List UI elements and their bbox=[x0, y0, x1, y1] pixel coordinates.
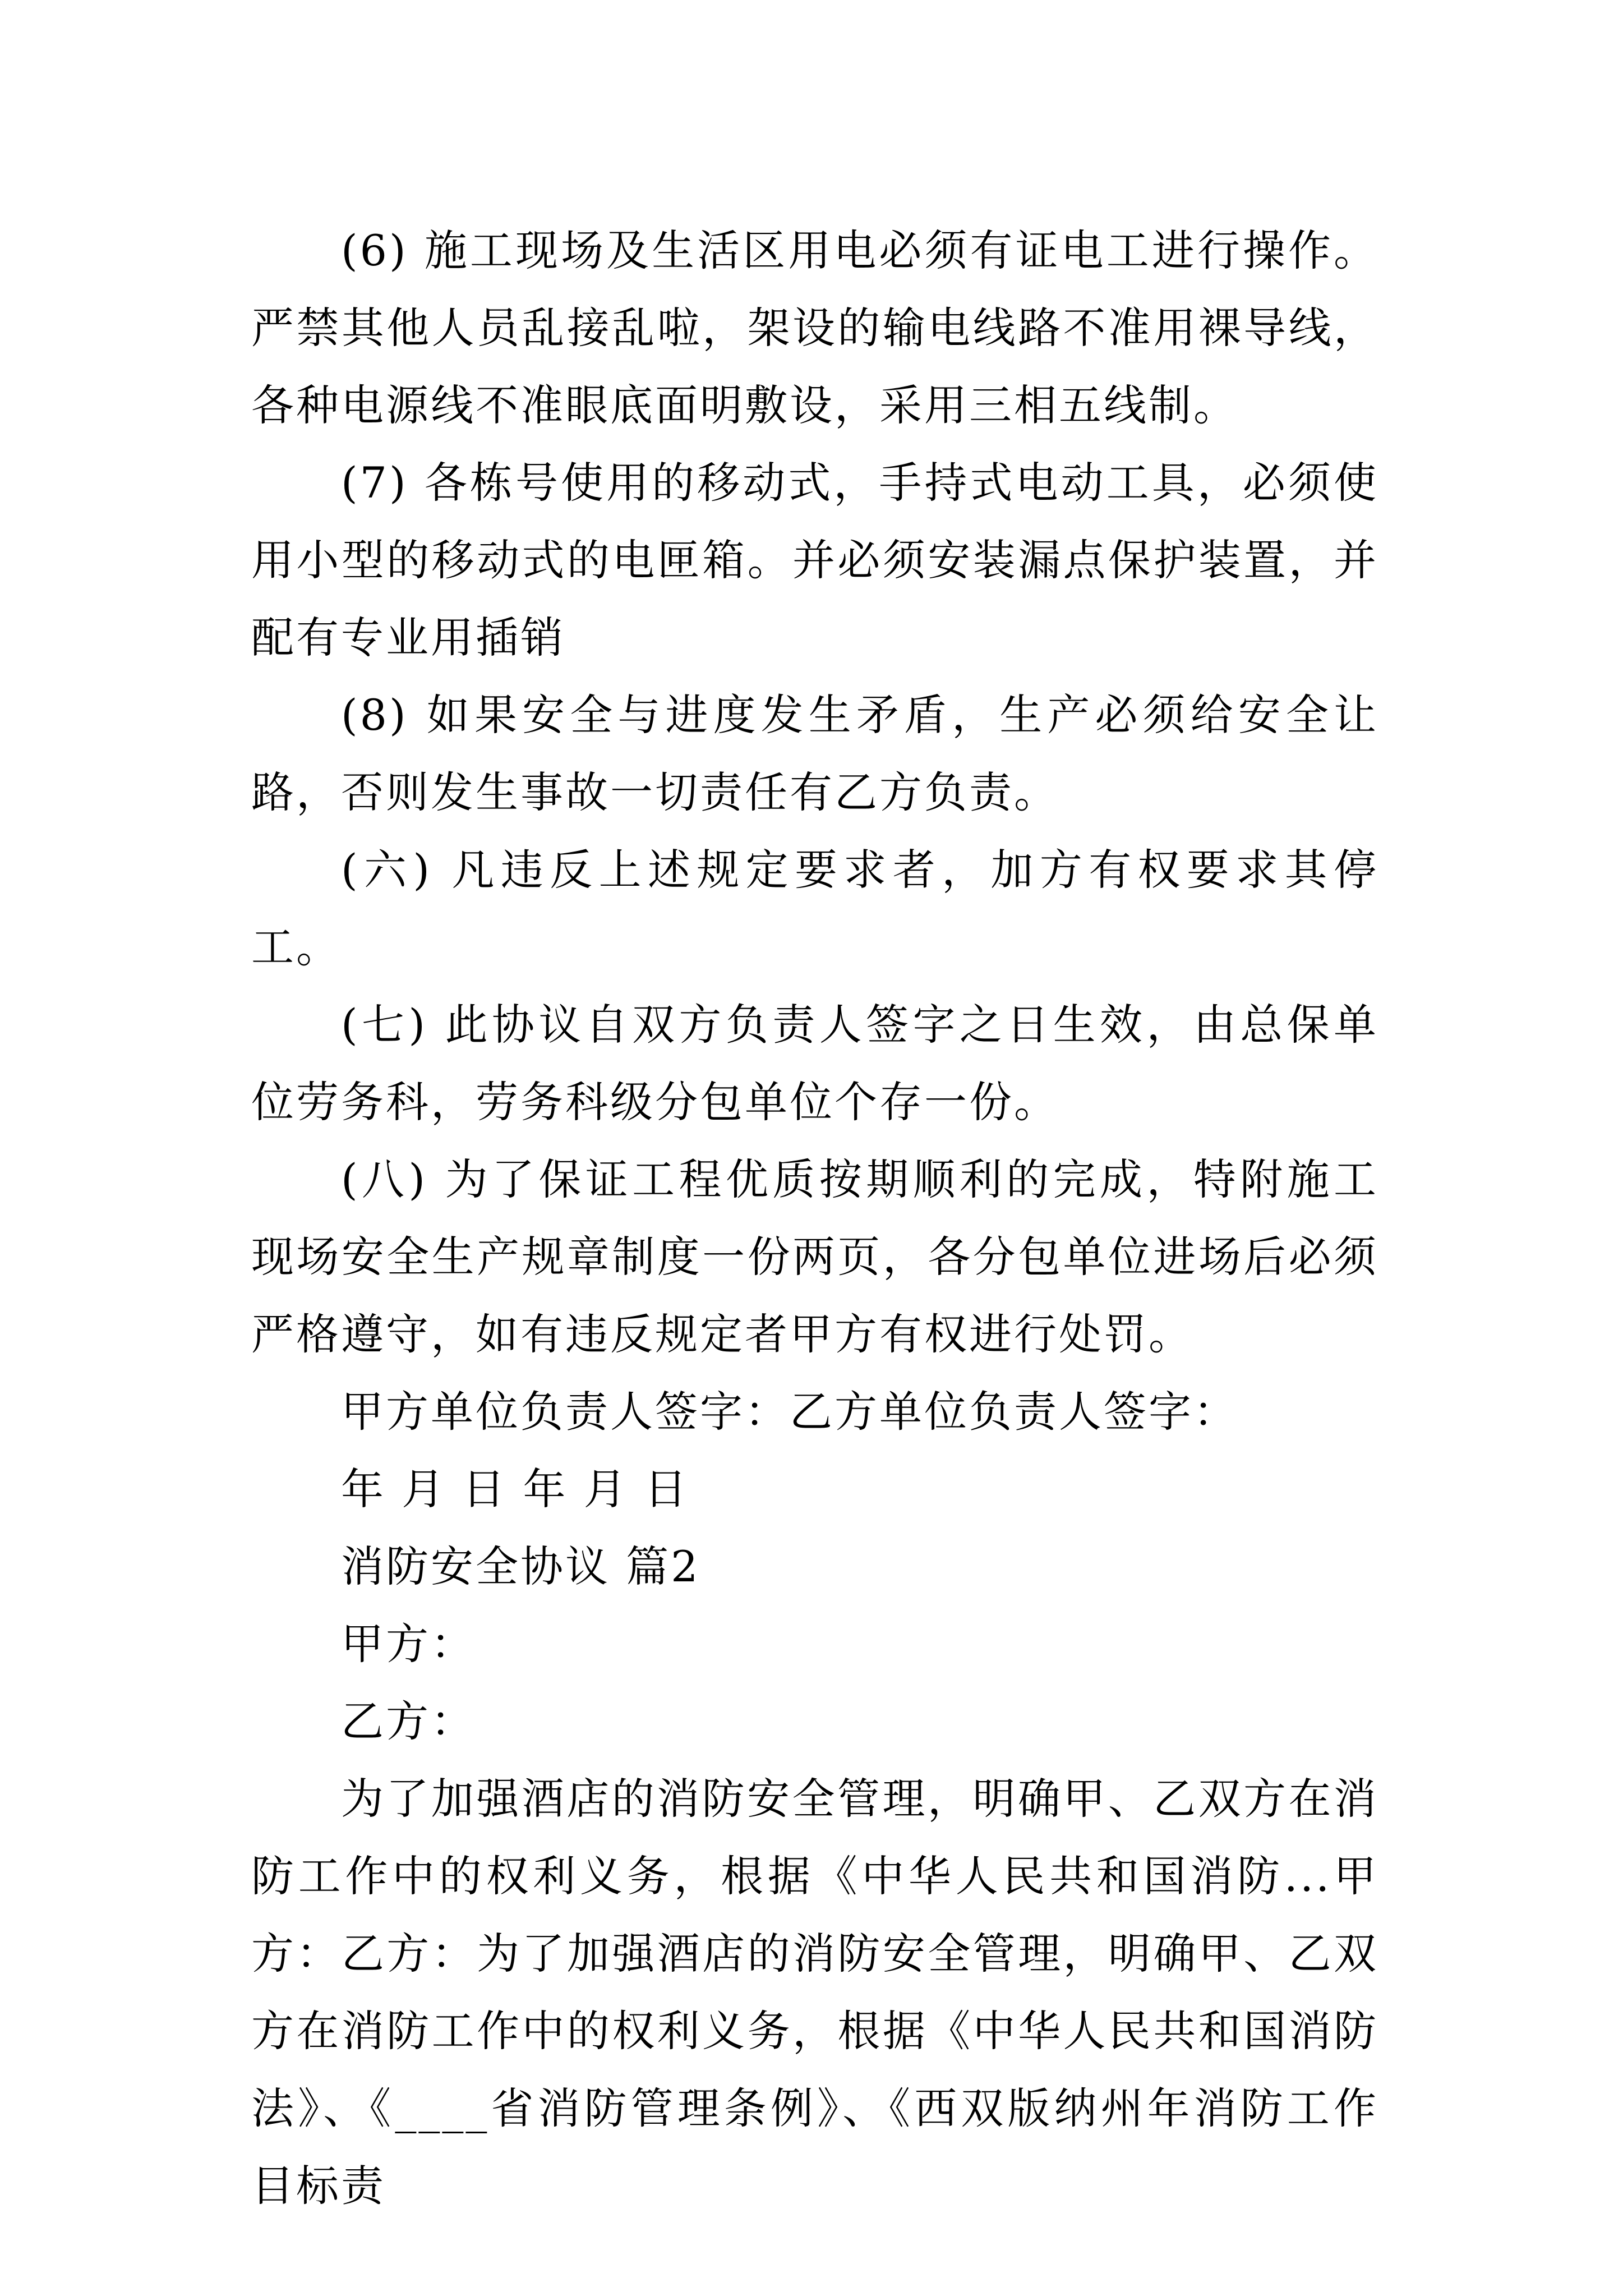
section-heading: 消防安全协议 篇2 bbox=[341, 1542, 700, 1591]
paragraph-clause-8: (八) 为了保证工程优质按期顺利的完成，特附施工现场安全生产规章制度一份两页，各分包单位进场后必须严格遵守，如有违反规定者甲方有权进行处罚。 bbox=[251, 1154, 1378, 1359]
paragraph-clause-7: (七) 此协议自双方负责人签字之日生效，由总保单位劳务科，劳务科级分包单位个存一份。 bbox=[251, 1000, 1378, 1127]
intro-paragraph: 为了加强酒店的消防安全管理，明确甲、乙双方在消防工作中的权利义务，根据《中华人民共和国消防...甲方：乙方：为了加强酒店的消防安全管理，明确甲、乙双方在消防工作中的权利义务，根据《中华人民共和国消防法》、《____省消防管理条例》、《西双版纳州年消防工作目标责 bbox=[251, 1774, 1378, 2211]
party-a-label: 甲方： bbox=[341, 1619, 476, 1669]
paragraph-item-6: (6) 施工现场及生活区用电必须有证电工进行操作。严禁其他人员乱接乱啦，架设的输电线路不准用裸导线，各种电源线不准眼底面明敷设，采用三相五线制。 bbox=[251, 226, 1378, 430]
date-line: 年 月 日 年 月 日 bbox=[341, 1464, 689, 1514]
paragraph-item-7: (7) 各栋号使用的移动式，手持式电动工具，必须使用小型的移动式的电匣箱。并必须安装漏点保护装置，并配有专业用插销 bbox=[251, 458, 1378, 662]
paragraph-clause-6: (六) 凡违反上述规定要求者，加方有权要求其停工。 bbox=[251, 845, 1378, 972]
document-body bbox=[251, 212, 1378, 2225]
party-b-label: 乙方： bbox=[341, 1696, 476, 1746]
signature-line: 甲方单位负责人签字：乙方单位负责人签字： bbox=[341, 1387, 1238, 1437]
paragraph-item-8: (8) 如果安全与进度发生矛盾，生产必须给安全让路，否则发生事故一切责任有乙方负责。 bbox=[251, 690, 1378, 817]
